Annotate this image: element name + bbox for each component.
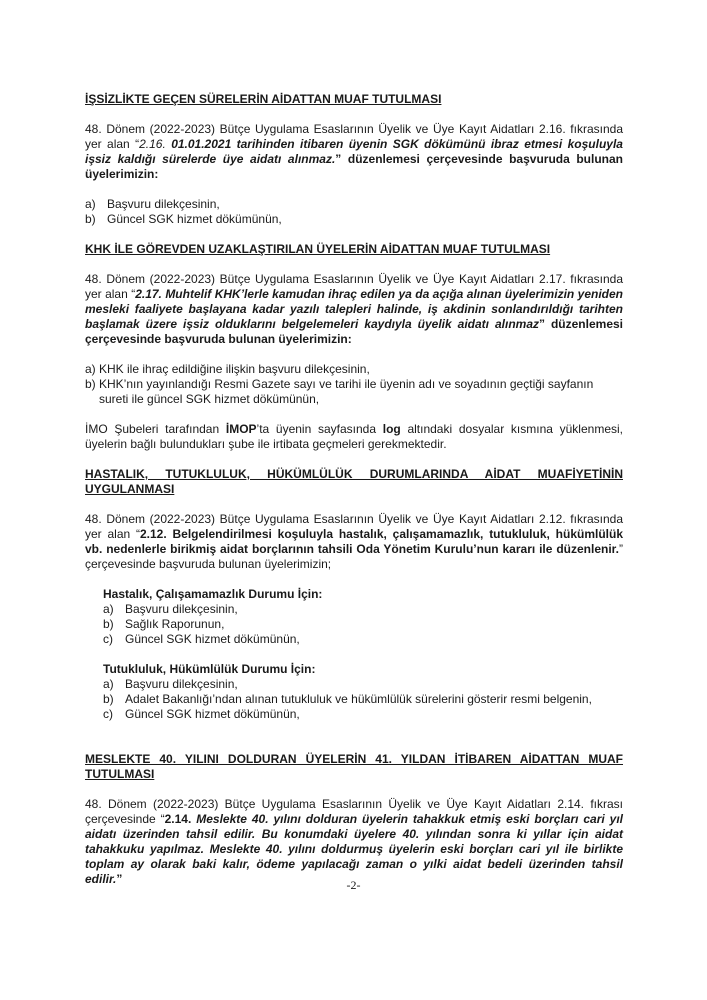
requirements-list [85,197,623,227]
requirements-list [85,362,623,407]
list-item: b) Sağlık Raporunun, [103,617,225,631]
list-item: b) Güncel SGK hizmet dökümünün, [85,212,282,226]
list-item: b) KHK’nın yayınlandığı Resmi Gazete sayı ve tarihi ile üyenin adı ve soyadının geçtiği sayfanın sureti ile güncel SGK hizmet dökümünün, [85,377,594,406]
list-item: b) Adalet Bakanlığı’ndan alınan tutukluluk ve hükümlülük sürelerini gösterir resmi belgenin, [103,692,592,706]
branch-note: İMO Şubeleri tarafından İMOP’ta üyenin sayfasında log altındaki dosyalar kısmına yüklenmesi, üyelerin bağlı bulundukları şube ile irtibata geçmeleri gerekmektedir. [85,422,623,451]
list-item: a) Başvuru dilekçesinin, [103,677,238,691]
requirements-list [103,677,623,722]
list-item: a) Başvuru dilekçesinin, [103,602,238,616]
section-heading-40-years: MESLEKTE 40. YILINI DOLDURAN ÜYELERİN 41. YILDAN İTİBAREN AİDATTAN MUAF TUTULMASI [85,752,623,781]
section-heading-illness: HASTALIK, TUTUKLULUK, HÜKÜMLÜLÜK DURUMLARINDA AİDAT MUAFİYETİNİN UYGULANMASI [85,467,623,496]
subheading-detention: Tutukluluk, Hükümlülük Durumu İçin: [103,662,316,676]
section-paragraph-40-years: 48. Dönem (2022-2023) Bütçe Uygulama Esaslarının Üyelik ve Üye Kayıt Aidatları 2.14. fıkrası çerçevesinde “2.14. Meslekte 40. yılını dolduran üyelerin tahakkuk etmiş eski borçları cari yıl aidatı üzerinden tahsil edilir. Bu konumdaki üyelere 40. yılından sonra ki yıllar için aidat tahakkuku yapılmaz. Meslekte 40. yılını doldurmuş üyelerin eski borçları cari yıl ile birlikte toplam ay olarak baki kalır, ödeme yapılacağı zaman o yılki aidat bedeli üzerinden tahsil edilir.” [85,797,623,886]
list-item: a) Başvuru dilekçesinin, [85,197,220,211]
requirements-list [103,602,623,647]
page-number: -2- [346,878,361,892]
section-heading-unemployment: İŞSİZLİKTE GEÇEN SÜRELERİN AİDATTAN MUAF TUTULMASI [85,92,442,106]
document-page [85,92,623,887]
list-item: c) Güncel SGK hizmet dökümünün, [103,707,300,721]
list-item: c) Güncel SGK hizmet dökümünün, [103,632,300,646]
illness-requirements [85,587,623,722]
subheading-illness: Hastalık, Çalışamamazlık Durumu İçin: [103,587,323,601]
section-paragraph-illness: 48. Dönem (2022-2023) Bütçe Uygulama Esaslarının Üyelik ve Üye Kayıt Aidatları 2.12. fıkrasında yer alan “2.12. Belgelendirilmesi koşuluyla hastalık, çalışamamazlık, tutukluluk, hükümlülük vb. nedenlerle birikmiş aidat borçlarının tahsili Oda Yönetim Kurulu’nun kararı ile düzenlenir.” çerçevesinde başvuruda bulunan üyelerimizin; [85,512,623,571]
list-item: a) KHK ile ihraç edildiğine ilişkin başvuru dilekçesinin, [85,362,370,376]
section-heading-khk: KHK İLE GÖREVDEN UZAKLAŞTIRILAN ÜYELERİN AİDATTAN MUAF TUTULMASI [85,242,551,256]
section-paragraph-khk: 48. Dönem (2022-2023) Bütçe Uygulama Esaslarının Üyelik ve Üye Kayıt Aidatları 2.17. fıkrasında yer alan “2.17. Muhtelif KHK’lerle kamudan ihraç edilen ya da açığa alınan üyelerimizin yeniden mesleki faaliyete başlayana kadar yazılı talepleri halinde, iş akdinin sonlandırıldığı tarihten başlamak üzere işsiz olduklarını belgelemeleri kaydıyla üyelik aidatı alınmaz” düzenlemesi çerçevesinde başvuruda bulunan üyelerimizin: [85,272,623,346]
section-paragraph-unemployment: 48. Dönem (2022-2023) Bütçe Uygulama Esaslarının Üyelik ve Üye Kayıt Aidatları 2.16. fıkrasında yer alan “2.16. 01.01.2021 tarihinden itibaren üyenin SGK dökümünü ibraz etmesi koşuluyla işsiz kaldığı sürelerde üye aidatı alınmaz.” düzenlemesi çerçevesinde başvuruda bulunan üyelerimizin: [85,122,624,181]
